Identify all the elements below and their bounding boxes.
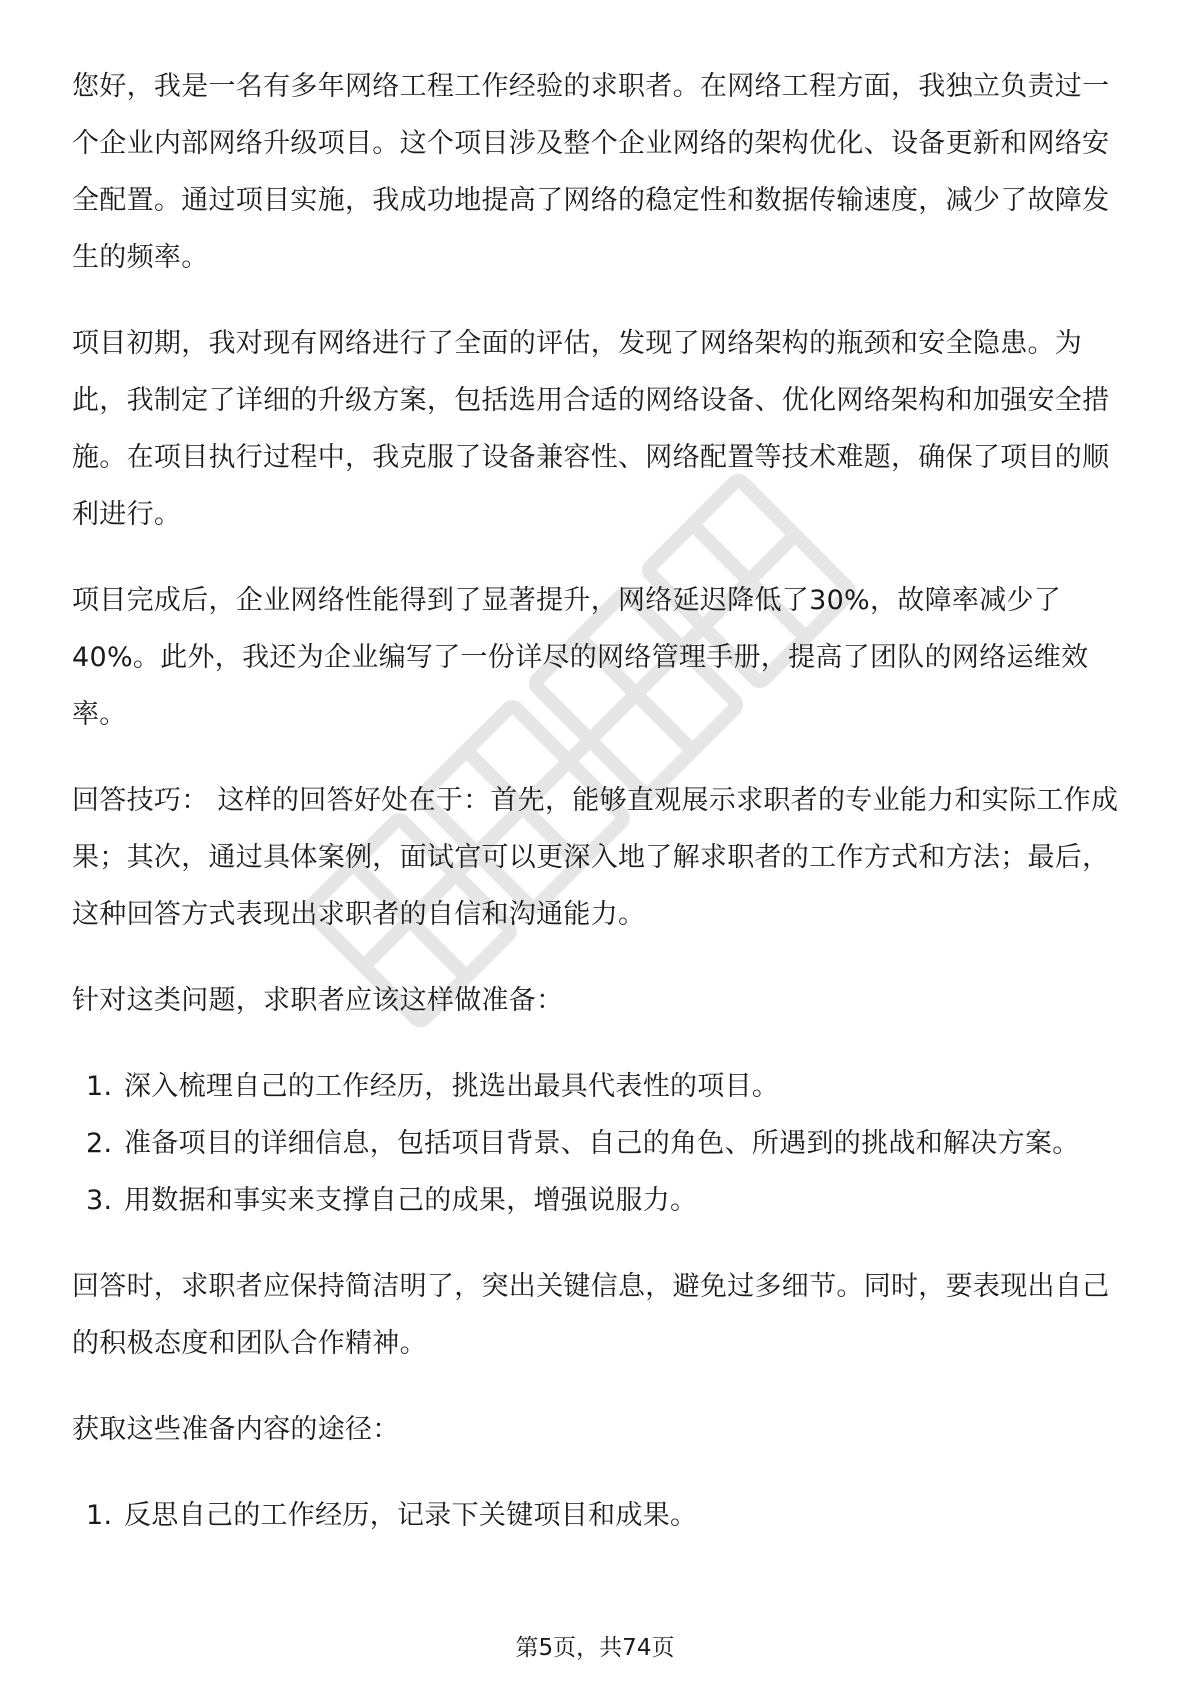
- paragraph-intro: 您好，我是一名有多年网络工程工作经验的求职者。在网络工程方面，我独立负责过一个企业内部网络升级项目。这个项目涉及整个企业网络的架构优化、设备更新和网络安全配置。通过项目实施，我成功地提高了网络的稳定性和数据传输速度，减少了故障发生的频率。: [72, 71, 1110, 273]
- list-item-number: 1.: [86, 1071, 113, 1102]
- list-item-text: 用数据和事实来支撑自己的成果，增强说服力。: [124, 1185, 698, 1216]
- list-item: [72, 1115, 1122, 1172]
- list-item-number: 3.: [86, 1185, 113, 1216]
- paragraph-answer-tips: 回答技巧： 这样的回答好处在于：首先，能够直观展示求职者的专业能力和实际工作成果；其次，通过具体案例，面试官可以更深入地了解求职者的工作方式和方法；最后，这种回答方式表现出求职者的自信和沟通能力。: [72, 785, 1119, 930]
- paragraph-project-result: 项目完成后，企业网络性能得到了显著提升，网络延迟降低了30%，故障率减少了40%。此外，我还为企业编写了一份详尽的网络管理手册，提高了团队的网络运维效率。: [72, 585, 1089, 730]
- paragraph-answer-advice: 回答时，求职者应保持简洁明了，突出关键信息，避免过多细节。同时，要表现出自己的积极态度和团队合作精神。: [72, 1271, 1110, 1359]
- list-item-number: 1.: [86, 1500, 113, 1531]
- paragraph-sources-heading: 获取这些准备内容的途径：: [72, 1414, 400, 1445]
- list-item-number: 2.: [86, 1128, 113, 1159]
- sources-list: [72, 1487, 1122, 1544]
- paragraph-project-start: 项目初期，我对现有网络进行了全面的评估，发现了网络架构的瓶颈和安全隐患。为此，我制定了详细的升级方案，包括选用合适的网络设备、优化网络架构和加强安全措施。在项目执行过程中，我克服了设备兼容性、网络配置等技术难题，确保了项目的顺利进行。: [72, 328, 1110, 530]
- list-item-text: 准备项目的详细信息，包括项目背景、自己的角色、所遇到的挑战和解决方案。: [124, 1128, 1080, 1159]
- document-body: [72, 58, 1122, 1573]
- list-item: [72, 1172, 1122, 1229]
- list-item: [72, 1058, 1122, 1115]
- page-number: 第5页，共74页: [515, 1635, 675, 1661]
- list-item-text: 深入梳理自己的工作经历，挑选出最具代表性的项目。: [124, 1071, 780, 1102]
- paragraph-prep-heading: 针对这类问题，求职者应该这样做准备：: [72, 985, 564, 1016]
- prep-list: [72, 1058, 1122, 1229]
- list-item-text: 反思自己的工作经历，记录下关键项目和成果。: [124, 1500, 698, 1531]
- list-item: [72, 1487, 1122, 1544]
